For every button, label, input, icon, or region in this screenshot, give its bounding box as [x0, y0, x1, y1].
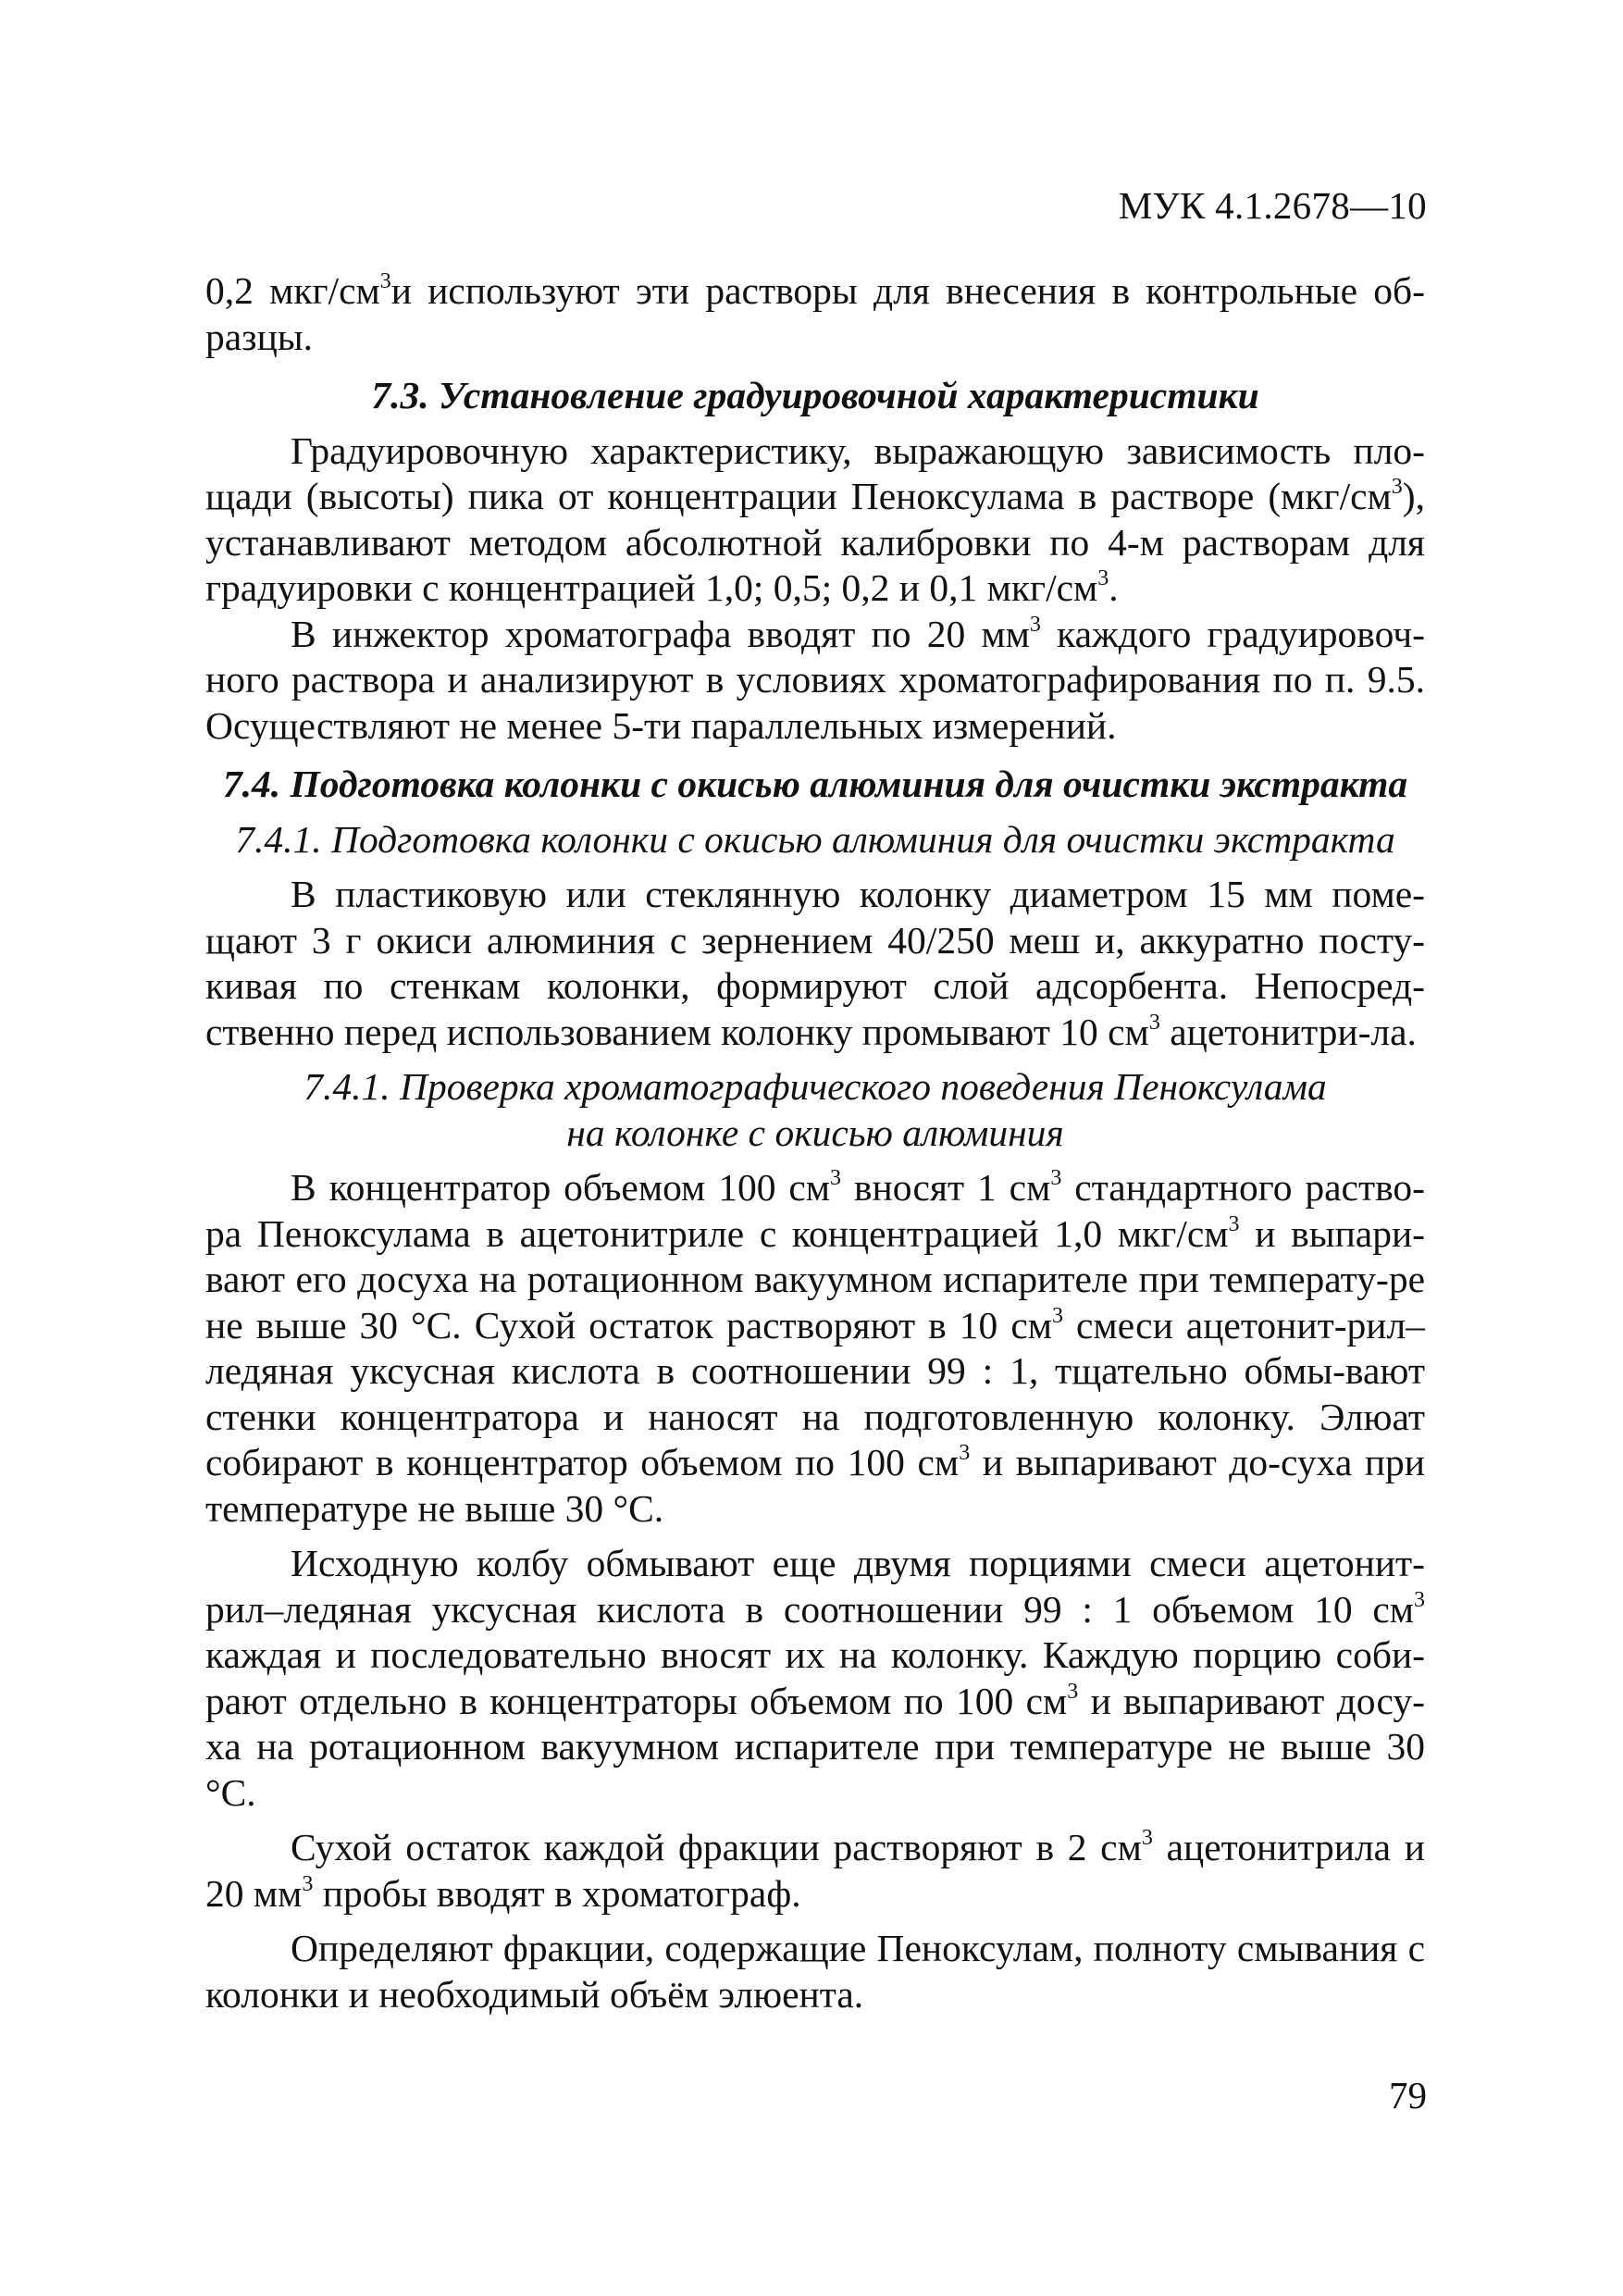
section-7-3-heading: 7.3. Установление градуировочной характеристики: [371, 374, 1259, 416]
check-paragraph-1: В концентратор объемом 100 $см^3$ вносят 1 $см^3$ стандартного раство-ра Пеноксулама в ацетонитриле с концентрацией 1,0 мкг/$см^3$ и выпари-вают его досуха на ротационном вакуумном испарителе при температу-ре не выше 30 °С. Сухой остаток растворяют в 10 $см^3$ смеси ацетонит-рил–ледяная уксусная кислота в соотношении 99 : 1, тщательно обмы-вают стенки концентратора и наносят на подготовленную колонку. Элюат собирают в концентратор объемом по 100 $см^3$ и выпаривают до-суха при температуре не выше 30 °С.: [205, 1166, 1425, 1530]
section-7-3-paragraph-2: В инжектор хроматографа вводят по 20 $мм^3$ каждого градуировоч-ного раствора и анализируют в условиях хроматографирования по п. 9.5. Осуществляют не менее 5-ти параллельных измерений.: [205, 612, 1425, 747]
subsection-7-4-1-check-heading: 7.4.1. Проверка хроматографического поведения Пеноксулама на колонке с окисью алюминия: [304, 1065, 1327, 1154]
check-paragraph-4: Определяют фракции, содержащие Пеноксулам, полноту смывания с колонки и необходимый объём элюента.: [205, 1927, 1425, 2016]
page-number: 79: [1389, 2074, 1427, 2116]
intro-paragraph: 0,2 мкг/$см^3и$ используют эти растворы для внесения в контрольные об-разцы.: [205, 269, 1425, 358]
check-paragraph-3: Сухой остаток каждой фракции растворяют в 2 $см^3$ ацетонитрила и 20 $мм^3$ пробы вводят в хроматограф.: [205, 1826, 1426, 1915]
running-header: МУК 4.1.2678—10: [1118, 184, 1427, 227]
section-7-4-heading: 7.4. Подготовка колонки с окисью алюминия для очистки экстракта: [222, 763, 1408, 805]
body-text: [205, 268, 1425, 2017]
check-paragraph-2: Исходную колбу обмывают еще двумя порциями смеси ацетонит-рил–ледяная уксусная кислота в соотношении 99 : 1 объемом 10 $см^3$ каждая и последовательно вносят их на колонку. Каждую порцию соби-рают отдельно в концентраторы объемом по 100 $см^3$ и выпаривают досу-ха на ротационном вакуумном испарителе при температуре не выше 30 °С.: [205, 1542, 1425, 1814]
subsection-7-4-1-paragraph: В пластиковую или стеклянную колонку диаметром 15 мм поме-щают 3 г окиси алюминия с зернением 40/250 меш и, аккуратно посту-кивая по стенкам колонки, формируют слой адсорбента. Непосред-ственно перед использованием колонку промывают 10 $см^3$ ацетонитри-ла.: [205, 873, 1425, 1053]
section-7-3-paragraph-1: Градуировочную характеристику, выражающую зависимость пло-щади (высоты) пика от концентрации Пеноксулама в растворе $(мкг/см^3)$, устанавливают методом абсолютной калибровки по 4-м растворам для градуировки с концентрацией 1,0; 0,5; 0,2 и 0,1 мкг/$см^3$.: [205, 428, 1425, 609]
subsection-7-4-1-heading: 7.4.1. Подготовка колонки с окисью алюминия для очистки экстракта: [235, 817, 1395, 861]
